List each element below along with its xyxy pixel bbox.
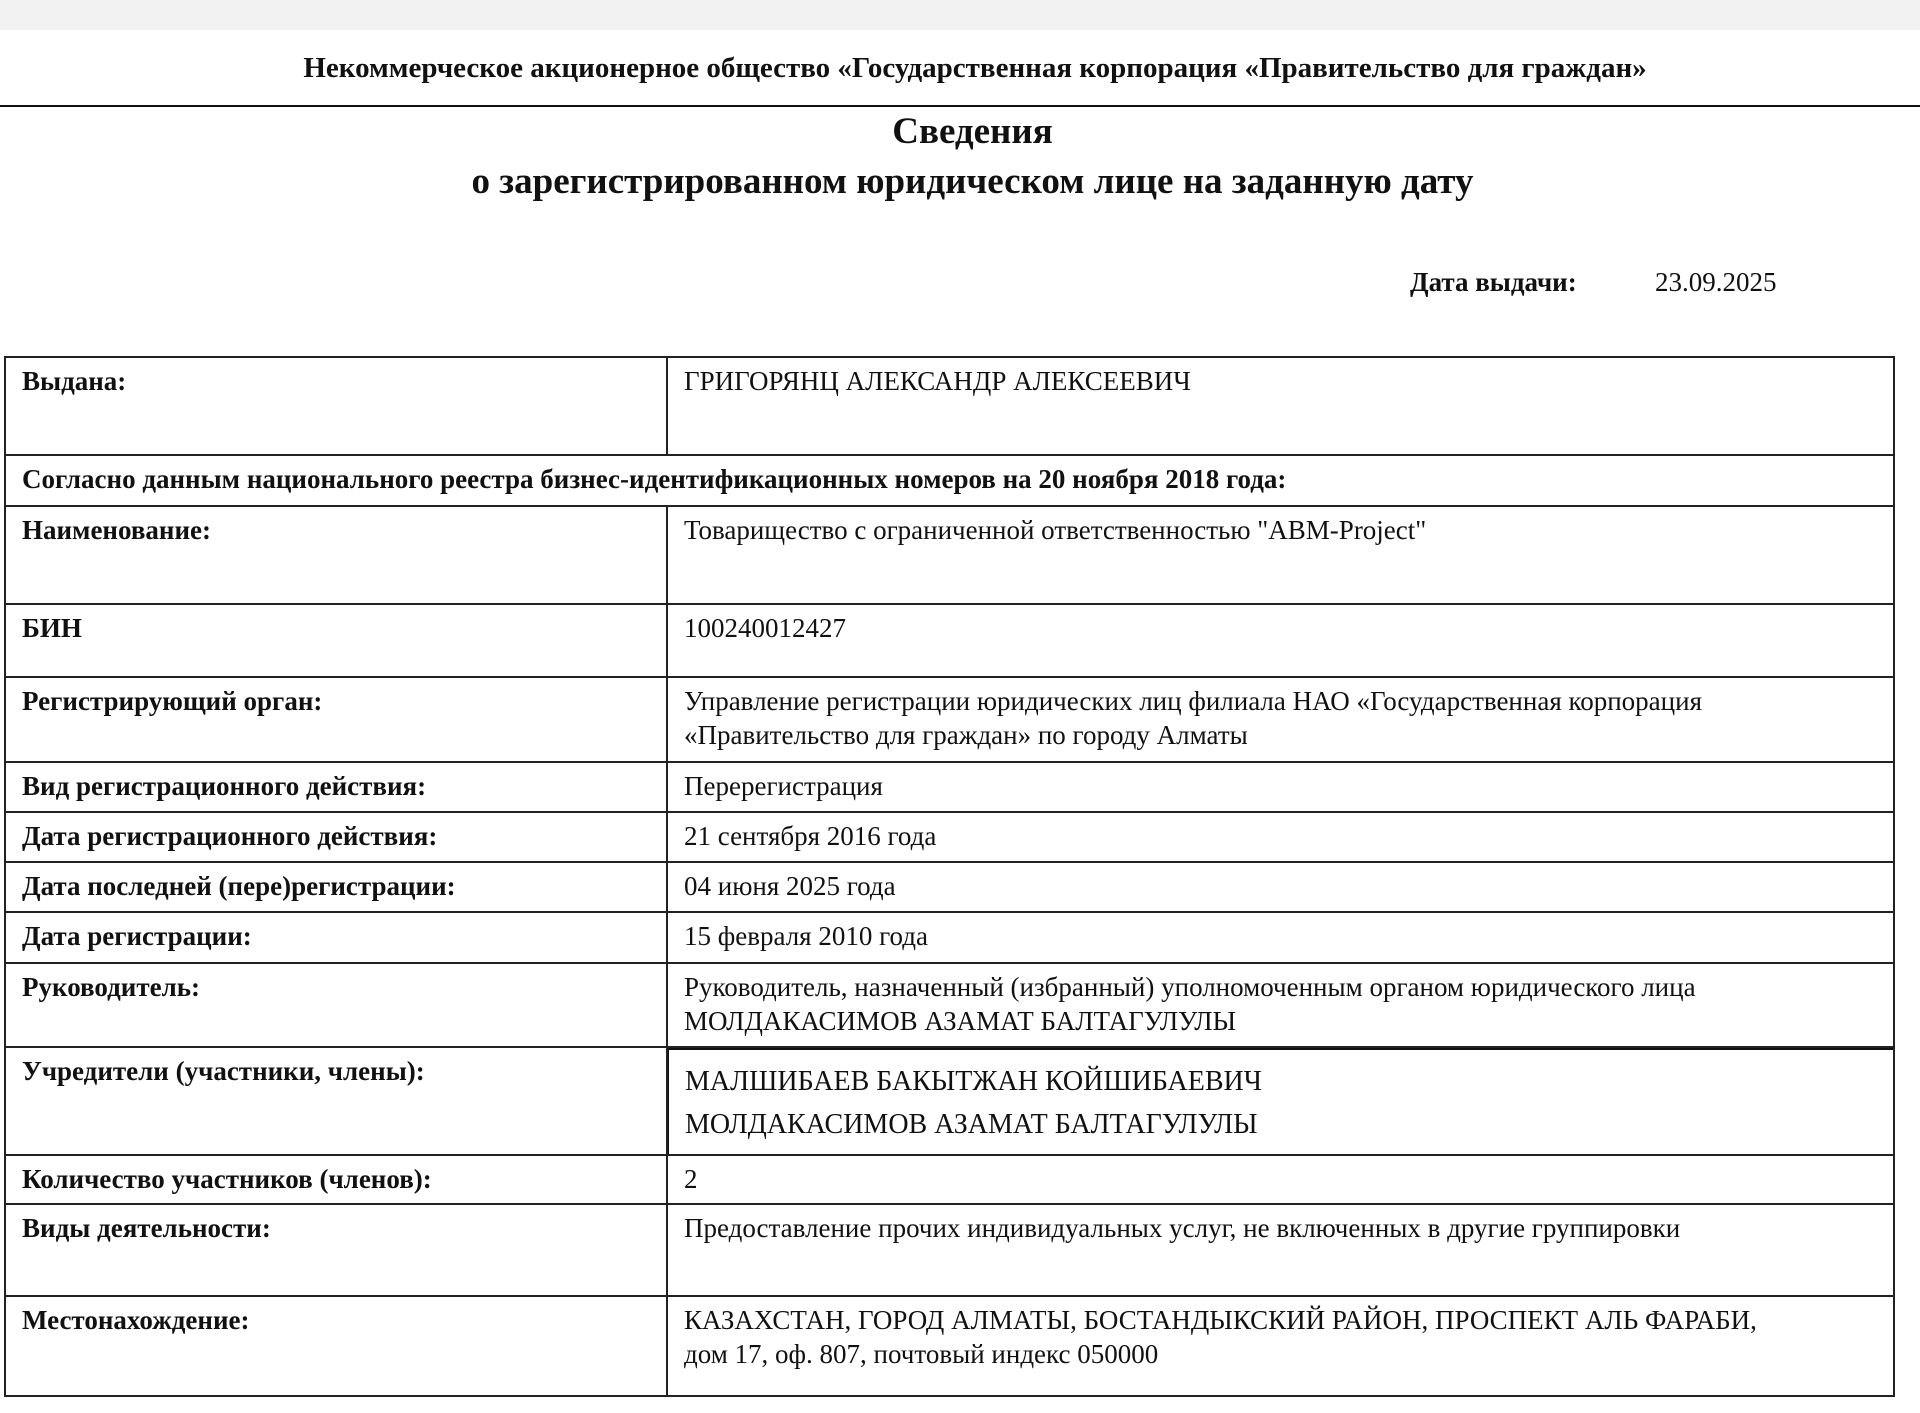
row-label: Местонахождение: <box>5 1296 667 1396</box>
organization-header: Некоммерческое акционерное общество «Государственная корпорация «Правительство для граждан» <box>303 52 1647 84</box>
table-row-director <box>5 963 1894 1047</box>
table-row-registration-date <box>5 912 1894 963</box>
registry-note: Согласно данным национального реестра бизнес-идентификационных номеров на 20 ноября 2018 года: <box>5 455 1894 506</box>
table-row-action-date <box>5 812 1894 862</box>
table-row-bin <box>5 604 1894 677</box>
row-label: Дата регистрации: <box>5 912 667 963</box>
row-label: Регистрирующий орган: <box>5 677 667 762</box>
address-line-1: КАЗАХСТАН, ГОРОД АЛМАТЫ, БОСТАНДЫКСКИЙ РАЙОН, ПРОСПЕКТ АЛЬ ФАРАБИ, <box>684 1305 1757 1335</box>
director-role: Руководитель, назначенный (избранный) уполномоченным органом юридического лица <box>684 972 1696 1002</box>
table-row-last-reregistration-date <box>5 862 1894 912</box>
row-label: Выдана: <box>5 357 667 455</box>
table-row-registering-authority <box>5 677 1894 762</box>
table-row-issued-to <box>5 357 1894 455</box>
header-divider <box>0 105 1920 107</box>
row-label: БИН <box>5 604 667 677</box>
row-value: Товарищество с ограниченной ответственностью "ABM-Project" <box>667 506 1894 604</box>
director-name: МОЛДАКАСИМОВ АЗАМАТ БАЛТАГУЛУЛЫ <box>684 1006 1237 1036</box>
row-label: Вид регистрационного действия: <box>5 762 667 812</box>
row-label: Количество участников (членов): <box>5 1155 667 1204</box>
founder-name: МАЛШИБАЕВ БАКЫТЖАН КОЙШИБАЕВИЧ <box>685 1066 1262 1097</box>
table-row-member-count <box>5 1155 1894 1204</box>
issue-date-label: Дата выдачи: <box>1410 267 1577 297</box>
document-subtitle: о зарегистрированном юридическом лице на заданную дату <box>471 161 1474 202</box>
row-label: Учредители (участники, члены): <box>5 1047 667 1155</box>
row-value: Управление регистрации юридических лиц филиала НАО «Государственная корпорация «Правительство для граждан» по городу Алматы <box>667 677 1894 762</box>
row-value: Перерегистрация <box>667 762 1894 812</box>
table-row-activities <box>5 1204 1894 1296</box>
row-label: Дата последней (пере)регистрации: <box>5 862 667 912</box>
founder-name: МОЛДАКАСИМОВ АЗАМАТ БАЛТАГУЛУЛЫ <box>685 1109 1258 1140</box>
row-value <box>667 1296 1894 1396</box>
viewer-top-band <box>0 0 1920 30</box>
row-value <box>667 963 1894 1047</box>
address-line-2: дом 17, оф. 807, почтовый индекс 050000 <box>684 1339 1159 1369</box>
table-row-registration-action <box>5 762 1894 812</box>
row-value: Предоставление прочих индивидуальных услуг, не включенных в другие группировки <box>667 1204 1894 1296</box>
row-value <box>667 1047 1894 1155</box>
row-label: Наименование: <box>5 506 667 604</box>
row-label: Руководитель: <box>5 963 667 1047</box>
table-row-registry-note <box>5 455 1894 506</box>
table-row-name <box>5 506 1894 604</box>
row-value: ГРИГОРЯНЦ АЛЕКСАНДР АЛЕКСЕЕВИЧ <box>667 357 1894 455</box>
table-row-founders <box>5 1047 1894 1155</box>
row-value: 04 июня 2025 года <box>667 862 1894 912</box>
row-label: Виды деятельности: <box>5 1204 667 1296</box>
document-title: Сведения <box>892 111 1053 152</box>
row-value: 100240012427 <box>667 604 1894 677</box>
registration-info-table <box>4 356 1895 1397</box>
issue-date-value: 23.09.2025 <box>1655 267 1777 297</box>
founders-list <box>666 1047 1895 1156</box>
row-value: 15 февраля 2010 года <box>667 912 1894 963</box>
table-row-location <box>5 1296 1894 1396</box>
row-value: 21 сентября 2016 года <box>667 812 1894 862</box>
row-value: 2 <box>667 1155 1894 1204</box>
row-label: Дата регистрационного действия: <box>5 812 667 862</box>
